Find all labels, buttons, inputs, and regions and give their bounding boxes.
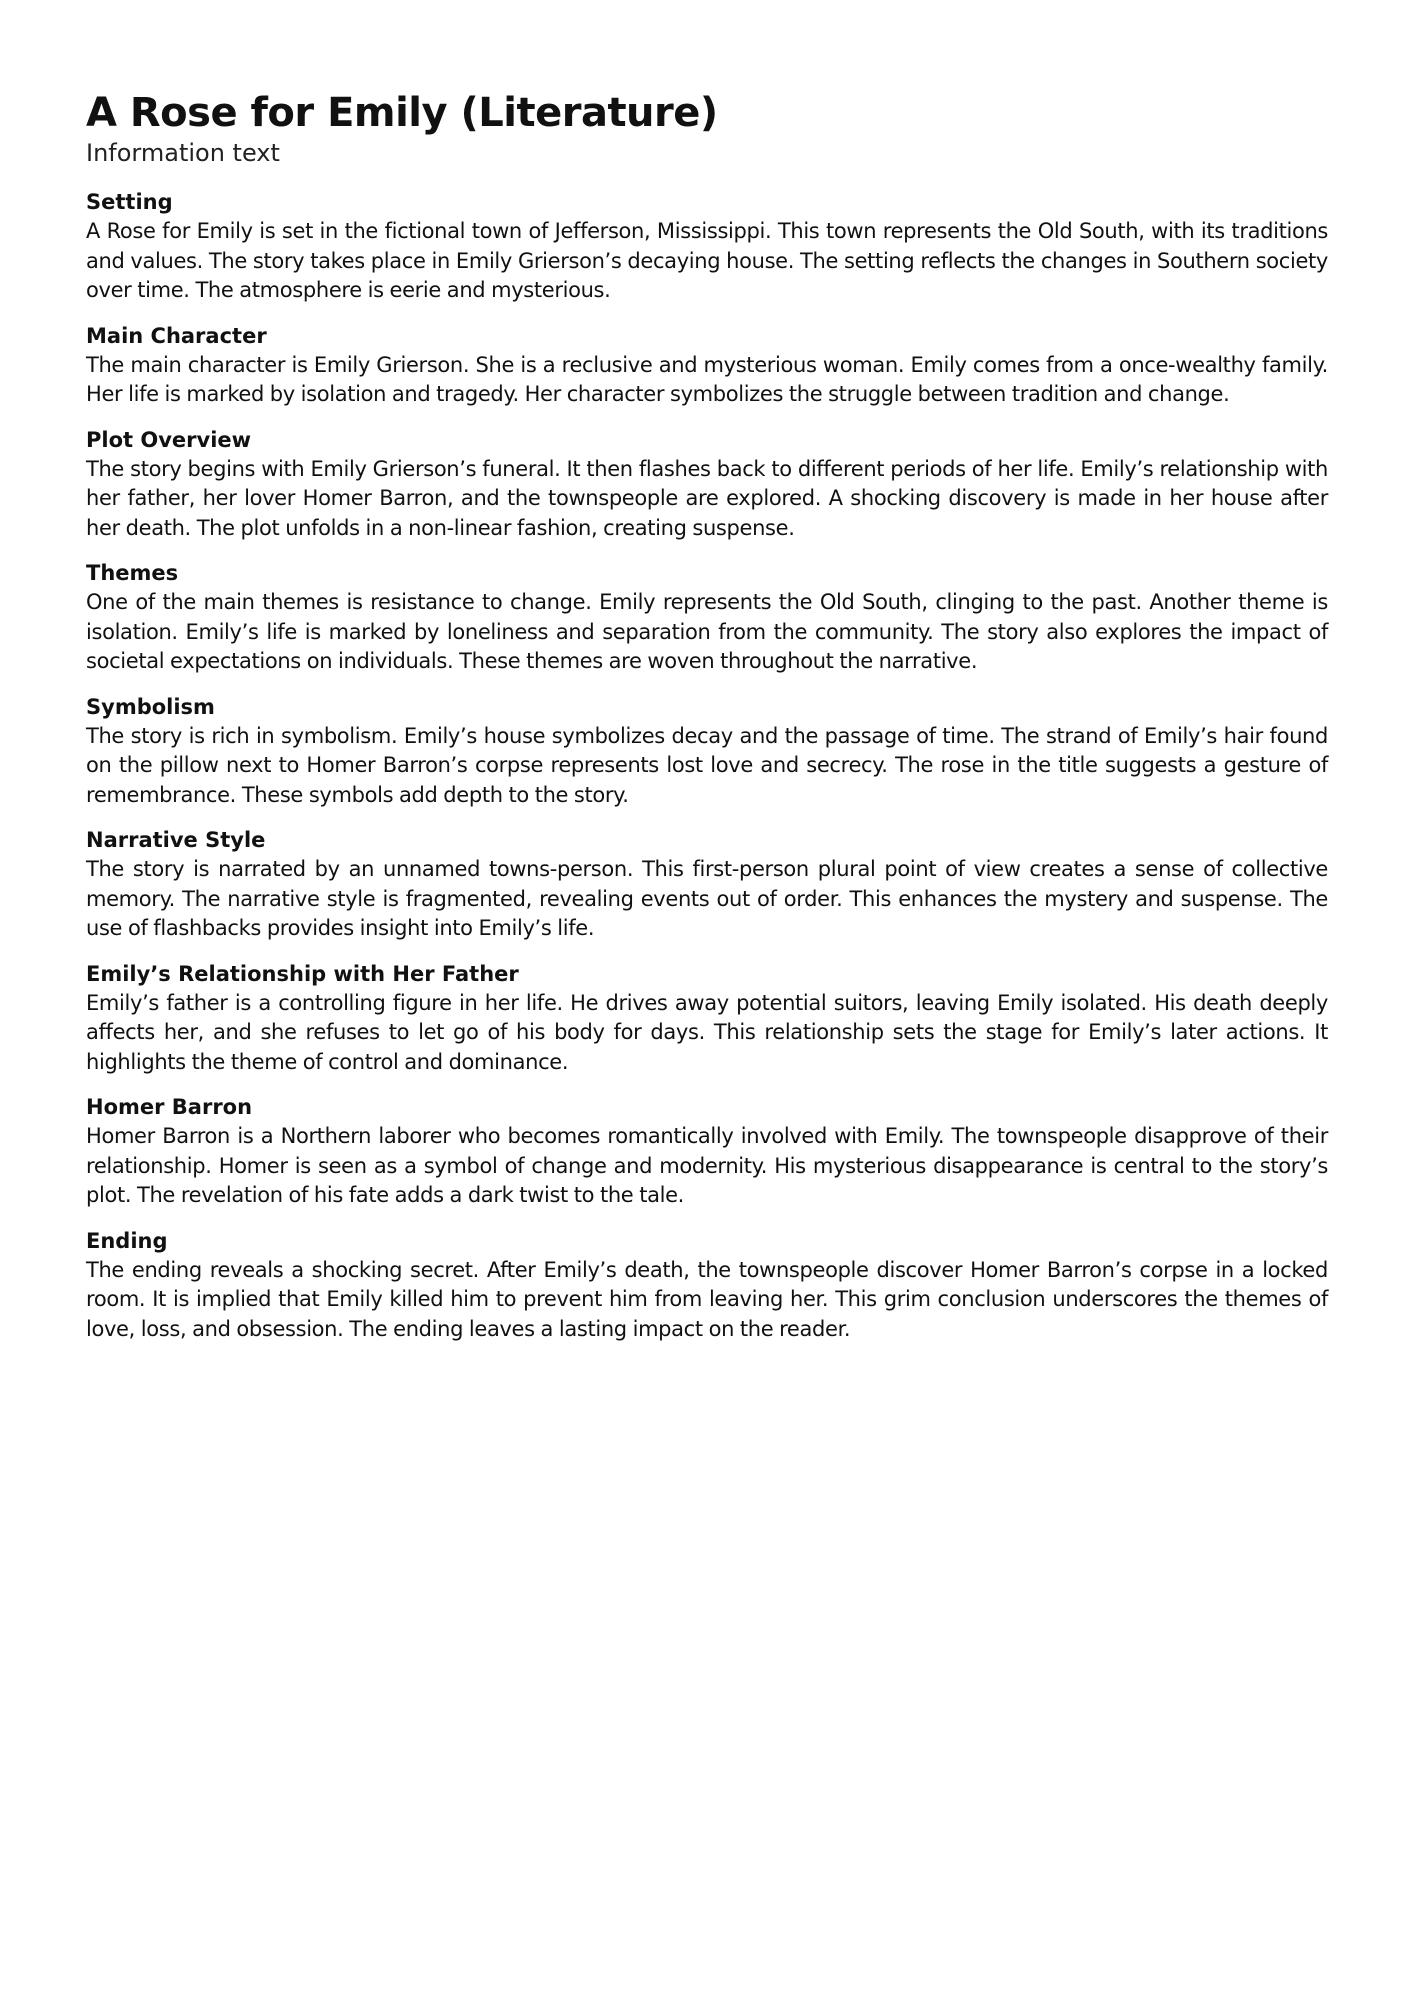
section-heading: Ending [86,1228,168,1253]
section-heading: Homer Barron [86,1095,253,1119]
section-body: The story is rich in symbolism. Emily’s house symbolizes decay and the passage of time. The strand of Emily’s hair found on the pillow next to Homer Barron’s corpse represents lost love and secrecy. The rose in the title suggests a gesture of remembrance. These symbols add depth to the story. [86,723,1328,807]
page-subtitle: Information text [86,139,280,167]
section-narrative-style [86,826,1328,944]
section-heading: Emily’s Relationship with Her Father [86,961,519,986]
section-symbolism [86,693,1328,811]
section-body: One of the main themes is resistance to change. Emily represents the Old South, clinging to the past. Another theme is isolation. Emily’s life is marked by loneliness and separation from the community. The story also explores the impact of societal expectations on individuals. These themes are woven throughout the narrative. [86,590,1328,673]
section-heading: Main Character [86,323,267,348]
section-plot-overview [86,426,1328,544]
section-setting [86,188,1328,306]
section-body: The story begins with Emily Grierson’s funeral. It then flashes back to different periods of her life. Emily’s relationship with her father, her lover Homer Barron, and the townspeople are explored. A shocking discovery is made in her house after her death. The plot unfolds in a non-linear fashion, creating suspense. [86,456,1328,540]
section-heading: Symbolism [86,694,215,719]
document-page [86,88,1328,1360]
section-relationship-with-father [86,960,1328,1078]
section-body: The ending reveals a shocking secret. After Emily’s death, the townspeople discover Homer Barron’s corpse in a locked room. It is implied that Emily killed him to prevent him from leaving her. This grim conclusion underscores the themes of love, loss, and obsession. The ending leaves a lasting impact on the reader. [86,1257,1328,1341]
section-heading: Setting [86,190,173,214]
section-themes [86,559,1328,677]
section-body: Homer Barron is a Northern laborer who becomes romantically involved with Emily. The townspeople disapprove of their relationship. Homer is seen as a symbol of change and modernity. His mysterious disappearance is central to the story’s plot. The revelation of his fate adds a dark twist to the tale. [86,1124,1328,1207]
section-heading: Plot Overview [86,427,252,452]
section-body: The story is narrated by an unnamed towns-person. This first-person plural point of view creates a sense of collective memory. The narrative style is fragmented, revealing events out of order. This enhances the mystery and suspense. The use of flashbacks provides insight into Emily’s life. [86,857,1328,940]
section-heading: Narrative Style [86,828,266,852]
page-title: A Rose for Emily (Literature) [86,90,718,136]
section-body: A Rose for Emily is set in the fictional town of Jefferson, Mississippi. This town represents the Old South, with its traditions and values. The story takes place in Emily Grierson’s decaying house. The setting reflects the changes in Southern society over time. The atmosphere is eerie and mysterious. [86,219,1328,302]
section-ending [86,1227,1328,1345]
section-heading: Themes [86,561,179,585]
section-main-character [86,322,1328,410]
section-homer-barron [86,1093,1328,1211]
section-body: Emily’s father is a controlling figure in her life. He drives away potential suitors, leaving Emily isolated. His death deeply affects her, and she refuses to let go of his body for days. This relationship sets the stage for Emily’s later actions. It highlights the theme of control and dominance. [86,990,1328,1074]
section-body: The main character is Emily Grierson. She is a reclusive and mysterious woman. Emily comes from a once-wealthy family. Her life is marked by isolation and tragedy. Her character symbolizes the struggle between tradition and change. [86,352,1328,406]
